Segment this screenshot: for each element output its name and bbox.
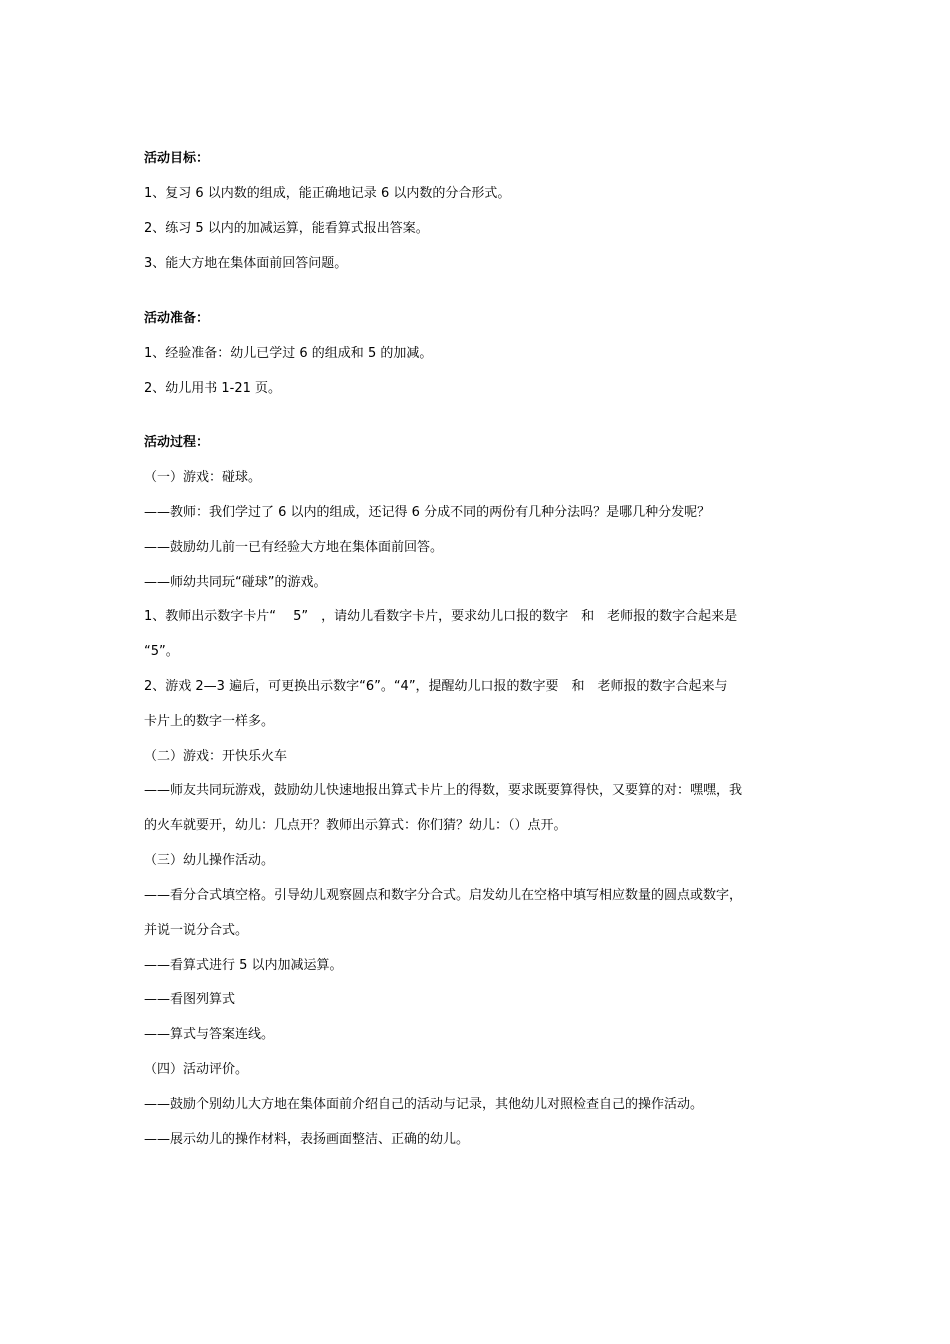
process-line: “5”。	[144, 644, 179, 659]
process-line: ——看图列算式	[144, 992, 236, 1007]
process-line: ——鼓励幼儿前一已有经验大方地在集体面前回答。	[144, 540, 444, 555]
process-line: 卡片上的数字一样多。	[144, 714, 275, 729]
process-line: 2、游戏 2—3 遍后，可更换出示数字“6”。“4”，提醒幼儿口报的数字要 和 老师报的数字合起来与	[144, 679, 728, 694]
preparation-line: 2、幼儿用书 1-21 页。	[144, 381, 282, 396]
process-line: （三）幼儿操作活动。	[144, 853, 275, 868]
goal-line: 2、练习 5 以内的加减运算，能看算式报出答案。	[144, 221, 429, 236]
section-heading-preparation: 活动准备：	[144, 311, 210, 326]
process-line: 的火车就要开，幼儿：几点开？教师出示算式：你们猜？幼儿：（）点开。	[144, 818, 567, 833]
process-line: （四）活动评价。	[144, 1062, 249, 1077]
preparation-line: 1、经验准备：幼儿已学过 6 的组成和 5 的加减。	[144, 346, 433, 361]
process-line: ——展示幼儿的操作材料，表扬画面整洁、正确的幼儿。	[144, 1132, 470, 1147]
process-line: 并说一说分合式。	[144, 923, 249, 938]
process-line: 1、教师出示数字卡片“ 5” ，请幼儿看数字卡片，要求幼儿口报的数字 和 老师报的数字合起来是	[144, 609, 738, 624]
process-line: ——鼓励个别幼儿大方地在集体面前介绍自己的活动与记录，其他幼儿对照检查自己的操作活动。	[144, 1097, 704, 1112]
process-line: ——算式与答案连线。	[144, 1027, 275, 1042]
process-line: ——教师：我们学过了 6 以内的组成，还记得 6 分成不同的两份有几种分法吗？是哪几种分发呢？	[144, 505, 711, 520]
process-line: ——师友共同玩游戏，鼓励幼儿快速地报出算式卡片上的得数，要求既要算得快，又要算的对：嘿嘿，我	[144, 783, 743, 798]
process-line: （一）游戏：碰球。	[144, 470, 262, 485]
process-line: ——师幼共同玩“碰球”的游戏。	[144, 575, 327, 590]
process-line: （二）游戏：开快乐火车	[144, 749, 288, 764]
process-line: ——看分合式填空格。引导幼儿观察圆点和数字分合式。启发幼儿在空格中填写相应数量的圆点或数字，	[144, 888, 743, 903]
goal-line: 3、能大方地在集体面前回答问题。	[144, 256, 348, 271]
goal-line: 1、复习 6 以内数的组成，能正确地记录 6 以内数的分合形式。	[144, 186, 511, 201]
section-heading-process: 活动过程：	[144, 435, 210, 450]
process-line: ——看算式进行 5 以内加减运算。	[144, 958, 343, 973]
section-heading-goals: 活动目标：	[144, 151, 210, 166]
